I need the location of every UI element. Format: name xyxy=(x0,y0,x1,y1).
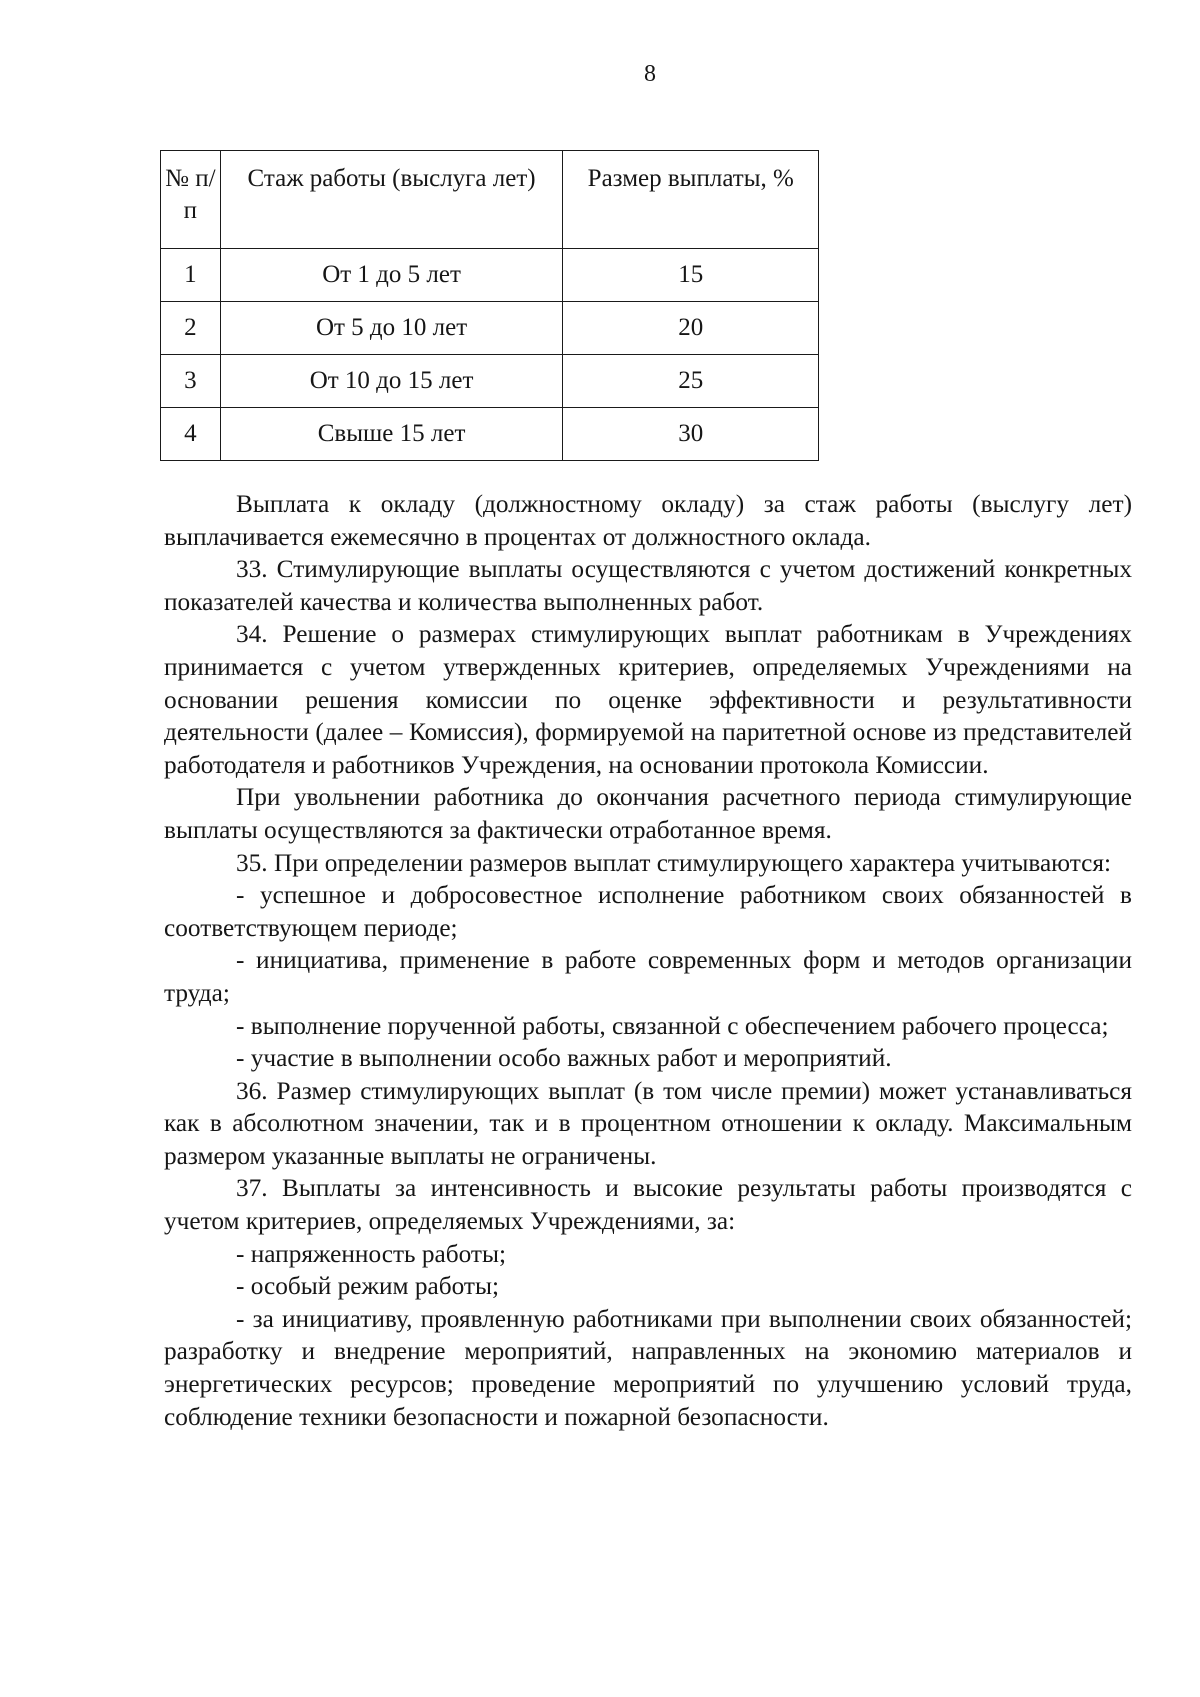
cell-experience: От 1 до 5 лет xyxy=(220,249,563,302)
list-item: - успешное и добросовестное исполнение работником своих обязанностей в соответствующем периоде; xyxy=(164,881,1132,942)
paragraph-35: 35. При определении размеров выплат стимулирующего характера учитываются: xyxy=(236,848,1112,877)
list-item: - выполнение порученной работы, связанной с обеспечением рабочего процесса; xyxy=(236,1011,1109,1040)
paragraph-dismissal: При увольнении работника до окончания расчетного периода стимулирующие выплаты осуществляются за фактически отработанное время. xyxy=(164,783,1132,844)
paragraph-37: 37. Выплаты за интенсивность и высокие результаты работы производятся с учетом критериев, определяемых Учреждениями, за: xyxy=(164,1174,1132,1236)
table-header-row xyxy=(161,151,819,249)
cell-number: 4 xyxy=(161,408,221,461)
list-item: - инициатива, применение в работе современных форм и методов организации труда; xyxy=(164,946,1132,1007)
cell-payment: 15 xyxy=(563,249,819,302)
list-item: - за инициативу, проявленную работниками при выполнении своих обязанностей; разработку и внедрение мероприятий, направленных на экономию материалов и энергетических ресурсов; проведение мероприятий по улучшению условий труда, соблюдение техники безопасности и пожарной безопасности. xyxy=(164,1304,1132,1431)
seniority-payment-table xyxy=(160,150,819,461)
paragraph-33: 33. Стимулирующие выплаты осуществляются с учетом достижений конкретных показателей качества и количества выполненных работ. xyxy=(164,555,1132,616)
list-item: - особый режим работы; xyxy=(236,1272,499,1301)
table-row xyxy=(161,249,819,302)
cell-payment: 30 xyxy=(563,408,819,461)
table-row xyxy=(161,355,819,408)
header-experience: Стаж работы (выслуга лет) xyxy=(220,151,563,249)
paragraph-seniority-payment: Выплата к окладу (должностному окладу) за стаж работы (выслугу лет) выплачивается ежемесячно в процентах от должностного оклада. xyxy=(164,490,1132,551)
cell-experience: От 10 до 15 лет xyxy=(220,355,563,408)
header-number: № п/п xyxy=(161,151,221,249)
cell-experience: Свыше 15 лет xyxy=(220,408,563,461)
cell-payment: 20 xyxy=(563,302,819,355)
list-item: - напряженность работы; xyxy=(236,1239,507,1268)
header-payment: Размер выплаты, % xyxy=(563,151,819,249)
body-text xyxy=(164,488,1132,1433)
cell-experience: От 5 до 10 лет xyxy=(220,302,563,355)
list-item: - участие в выполнении особо важных работ и мероприятий. xyxy=(236,1044,892,1073)
cell-number: 2 xyxy=(161,302,221,355)
paragraph-34: 34. Решение о размерах стимулирующих выплат работникам в Учреждениях принимается с учетом утвержденных критериев, определяемых Учреждениями на основании решения комиссии по оценке эффективности и результативности деятельности (далее – Комиссия), формируемой на паритетной основе из представителей работодателя и работников Учреждения, на основании протокола Комиссии. xyxy=(164,620,1132,779)
cell-payment: 25 xyxy=(563,355,819,408)
table-row xyxy=(161,408,819,461)
cell-number: 1 xyxy=(161,249,221,302)
cell-number: 3 xyxy=(161,355,221,408)
page-number: 8 xyxy=(644,61,656,87)
table-row xyxy=(161,302,819,355)
paragraph-36: 36. Размер стимулирующих выплат (в том числе премии) может устанавливаться как в абсолютном значении, так и в процентном отношении к окладу. Максимальным размером указанные выплаты не ограничены. xyxy=(164,1076,1132,1170)
